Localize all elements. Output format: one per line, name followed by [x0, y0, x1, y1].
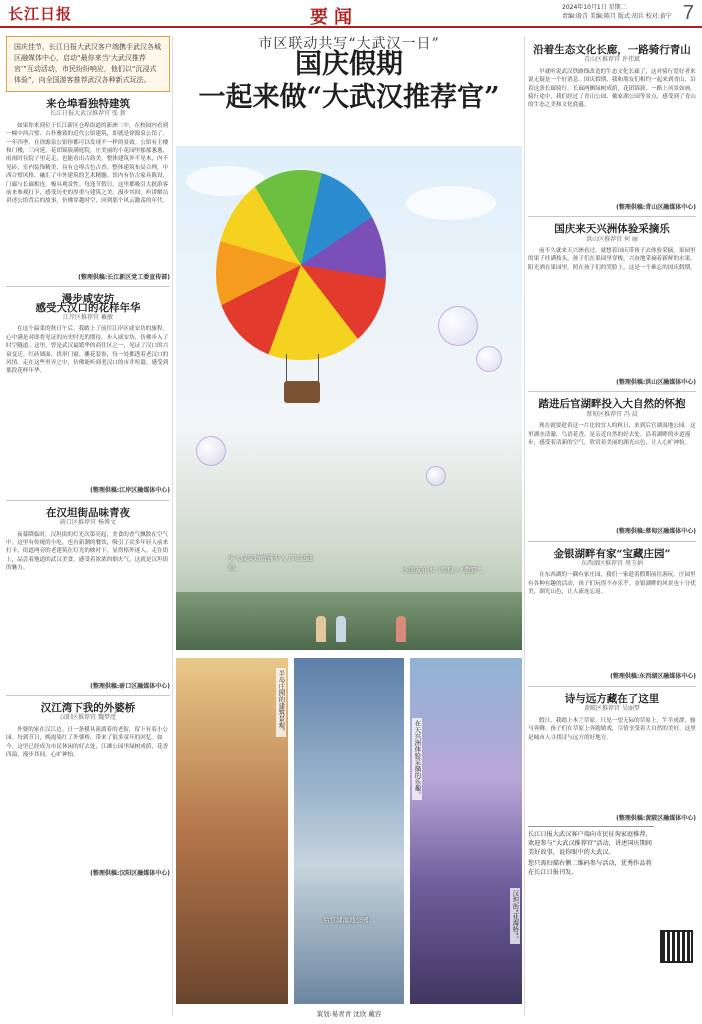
article-body: 外婆的家在汉江边。日一条模具流淌着的老街，留下有着小公园。每到节日，晚霞染红了外婆桥，带来了很多童年的回忆。如今，这里已经成为市民休闲的好去处，江滩公园里绿树成荫，花香四溢，漫步其间，心旷神怡。 — [6, 726, 169, 759]
qr-code-icon[interactable] — [660, 930, 693, 963]
staff-credits: 责编:殷青 美编:陈月 版式:胡兵 校对:黄宁 — [562, 13, 672, 20]
headline-kicker: 市区联动共写“大武汉一日” — [258, 36, 440, 52]
article-byline: 蔡甸区推荐官 冯 晨 — [586, 410, 638, 418]
article-source: (整理供稿:东西湖区融媒体中心) — [610, 673, 696, 681]
soap-bubble — [476, 346, 502, 372]
photo-flower-bridge — [410, 658, 522, 1004]
cta-text-2: 您只需扫描右侧二维码参与活动，优秀作品将在长江日报刊发。 — [528, 860, 652, 877]
article-body: 现在就要趁着这一片比较宜人的秋日，来到后官湖湿地公园。这里湖水清澈，鸟语花香，是亲近自然的好去处。沿着湖畔的步道漫步，感受着清新的空气，欣赏着美丽的湖光山色，让人心旷神怡。 — [528, 423, 696, 447]
article-title: 在汉坦街品味青夜 — [46, 506, 130, 519]
article-byline: 硚口区推荐官 杨博文 — [60, 519, 116, 527]
article-byline: 东西湖区推荐官 周玉娟 — [581, 560, 643, 568]
article-byline: 黄陂区推荐官 吴丽梦 — [584, 705, 640, 713]
article-rule — [528, 216, 696, 217]
soap-bubble — [196, 436, 226, 466]
article-title: 踏进后官湖畔投入大自然的怀抱 — [538, 398, 686, 411]
article-byline: 汉阳区推荐官 魏梦滢 — [60, 714, 116, 722]
balloon-basket — [284, 381, 320, 403]
photo-caption: 小朋友在木兰草原上“撒野”。 — [402, 566, 487, 574]
article-body: 前不久就来天兴洲看过，就想着国庆带孩子去体验采摘。果园里的果子挂满枝头，孩子们在果园里穿梭，兴奋地采摘着新鲜的水果。阳光洒在果园里，照在孩子们的笑脸上，这是一个难忘的国庆假期。 — [528, 248, 696, 271]
planning-credit: 策划:易青青 沈欣 戴容 — [316, 1010, 382, 1018]
article — [6, 506, 170, 696]
article-body: 如果你来到位于长江新区仓埠街道的新洲二中，在校园内看到一幢中西合璧、古朴雅致的近代公馆建筑，即就是徐源泉公馆了。一年四季，在徐源泉公馆你都可以发现不一样的景致。公馆有主楼和门楼，三向延，花团锦簇满庭院。庄美丽的小花园里郁郁葱葱，雨雨时在院子里走走，也能看出古韵美。整体建筑外不见木，内不见砖，室内装饰精美，具有仓埠古色古香。整体建筑布局合理，中西合璧风格，融汇了中外建筑的艺术精髓。馆内有仿古家具陈设，门廊与长廊相连，极具观赏性。每逢节假日，这里都吸引大批游客前来参观打卡，感受历史的厚重与建筑之美。漫步其间，听讲解员讲述公馆背后的故事，仿佛穿越时空，回到那个风云激荡的年代。 — [6, 122, 169, 205]
column-divider — [524, 36, 525, 1016]
photo-caption: 后官湖湿地公园。 — [323, 916, 375, 924]
masthead — [0, 0, 702, 28]
article-rule — [528, 391, 696, 392]
article — [528, 400, 696, 541]
photo-caption: 在天兴洲体验采摘的乐趣。 — [413, 720, 422, 798]
article-title: 诗与远方藏在了这里 — [564, 692, 660, 705]
section-title: 要闻 — [310, 7, 358, 28]
photo-caption: 半岛庄园的建筑景观。 — [277, 670, 286, 735]
issue-date: 2024年10月1日 星期二 — [562, 4, 627, 11]
article-rule — [528, 541, 696, 542]
right-column — [528, 36, 696, 877]
balloon-rope — [286, 354, 287, 384]
photo-estate-building — [176, 658, 288, 1004]
soap-bubble — [438, 306, 478, 346]
photo-caption: 步入咸安坊仿佛步入了时空隧道。 — [228, 554, 313, 571]
article — [528, 547, 696, 687]
article-rule — [6, 695, 170, 696]
cloud — [406, 186, 496, 220]
header-meta — [562, 3, 680, 21]
article-title: 来仓埠看独特建筑 — [46, 98, 130, 110]
article-source: (整理供稿:青山区融媒体中心) — [616, 203, 696, 211]
article-byline: 洪山区推荐官 何 丽 — [586, 235, 638, 243]
article-title: 国庆来天兴洲体验采摘乐 — [554, 223, 670, 236]
article-source: (整理供稿:洪山区融媒体中心) — [616, 379, 696, 387]
article — [6, 100, 170, 287]
article-byline: 青山区推荐官 许伟斌 — [584, 56, 640, 64]
article-body: 早就听说武汉铁路线改造的生态文化长廊了，这对骑行爱好者来说无疑是一个好消息。国庆假期，我和朋友们相约一起来到青山，沿着这条长廊骑行。长廊两侧绿树成荫，花团锦簇，一路上风景如画。骑行途中，我们经过了青山公园、戴家湖公园等景点，感受到了青山的生态之美和文化底蕴。 — [528, 68, 696, 109]
article-body: 假日，我踏上木兰草原。只见一望无际的草原上，牛羊成群，骏马奔腾。孩子们在草原上奔跑嬉戏，尽情享受着大自然的美好。这里是城市人寻找诗与远方的好地方。 — [528, 717, 696, 741]
child-figure — [336, 616, 346, 642]
intro-box: 国庆佳节，长江日报大武汉客户端携手武汉各城区融媒体中心，启动“最你来当‘大武汉推荐官’”互动活动，市民纷纷响应，他们以“沉浸式体验”，向全国游客推荐武汉各种新式玩法。 — [6, 36, 170, 92]
article-byline: 江岸区推荐官 戴敏 — [63, 314, 113, 322]
child-figure — [316, 616, 326, 642]
article — [6, 295, 170, 501]
crowd-silhouette — [176, 592, 522, 650]
article-title: 金银湖畔有家“宝藏庄园” — [553, 547, 671, 560]
article-source: (整理供稿:汉阳区融媒体中心) — [90, 869, 170, 877]
cta-text: 长江日报大武汉客户端向市民征询家庭推荐， 欢迎参与“大武汉推荐官”活动，讲述国庆期间美好故事，说你眼中的大武汉。 — [528, 831, 652, 857]
article-source: (整理供稿:硚口区融媒体中心) — [90, 682, 170, 690]
article — [528, 692, 696, 823]
article-title: 沿着生态文化长廊，一路骑行青山 — [533, 44, 691, 56]
main-headline: 国庆假期 一起来做“大武汉推荐官” — [198, 49, 500, 114]
article-source: (整理供稿:长江新区党工委宣传部) — [78, 273, 170, 281]
article-rule — [6, 500, 170, 501]
article-byline: 长江日报大武汉推荐官 张 新 — [50, 110, 126, 118]
article-title: 漫步咸安坊 感受大汉口的花样年华 — [35, 293, 141, 314]
column-divider — [172, 36, 173, 1016]
feature-column — [176, 36, 522, 1020]
child-figure — [396, 616, 406, 642]
article-source: (整理供稿:蔡甸区融媒体中心) — [616, 528, 696, 536]
article-title: 汉江湾下我的外婆桥 — [40, 702, 136, 715]
newspaper-logo: 长江日报 — [8, 5, 73, 23]
article-rule — [6, 286, 170, 287]
article-rule — [528, 686, 696, 687]
article — [528, 46, 696, 217]
article — [6, 704, 170, 878]
sub-photo-strip — [176, 658, 522, 1004]
hot-air-balloon — [216, 170, 386, 360]
page-number: 7 — [682, 2, 694, 24]
article-source: (整理供稿:江岸区融媒体中心) — [90, 487, 170, 495]
photo-wetland-park — [294, 658, 404, 1004]
left-column — [6, 36, 170, 878]
article — [528, 225, 696, 392]
article-body: 夜幕降临时，汉坦街的灯光次第亮起，美食的香气飘散在空气中。这里有传统的小吃，也有新潮的餐饮，吸引了众多年轻人前来打卡。街道两旁的老建筑在灯光的映衬下，显得格外迷人。走在街上，品尝着地道的武汉美食，感受着浓浓的烟火气，这就是汉坦街的魅力。 — [6, 531, 169, 572]
article-source: (整理供稿:黄陂区融媒体中心) — [616, 814, 696, 822]
hero-photo-balloon — [176, 146, 522, 650]
article-body: 在这个温柔的秋日午后，我踏上了前往江岸区咸安坊的旅程。心中满是对即将见证的历史时光的期待。步入咸安坊，仿佛步入了时空隧道。这里，曾是武汉最繁华的商住区之一，见证了汉口的兴衰变迁。红砖墙面、拱形门窗、雕花装饰，每一处都透着老汉口的风情。走在这些里弄之中，仿佛能听到老汉口的市井喧嚣，感受到那段花样年华。 — [6, 326, 169, 375]
photo-caption: 汉坦街“花海桥”。 — [511, 890, 520, 943]
call-to-action-note — [528, 826, 654, 877]
article-body: 在东西湖的一隅有家庄园，我们一家趁着假期前往游玩。庄园里有各种有趣的活动，孩子们玩得不亦乐乎。金银湖畔的风景也十分优美，湖光山色，让人流连忘返。 — [528, 572, 696, 596]
soap-bubble — [426, 466, 446, 486]
balloon-rope — [318, 354, 319, 384]
